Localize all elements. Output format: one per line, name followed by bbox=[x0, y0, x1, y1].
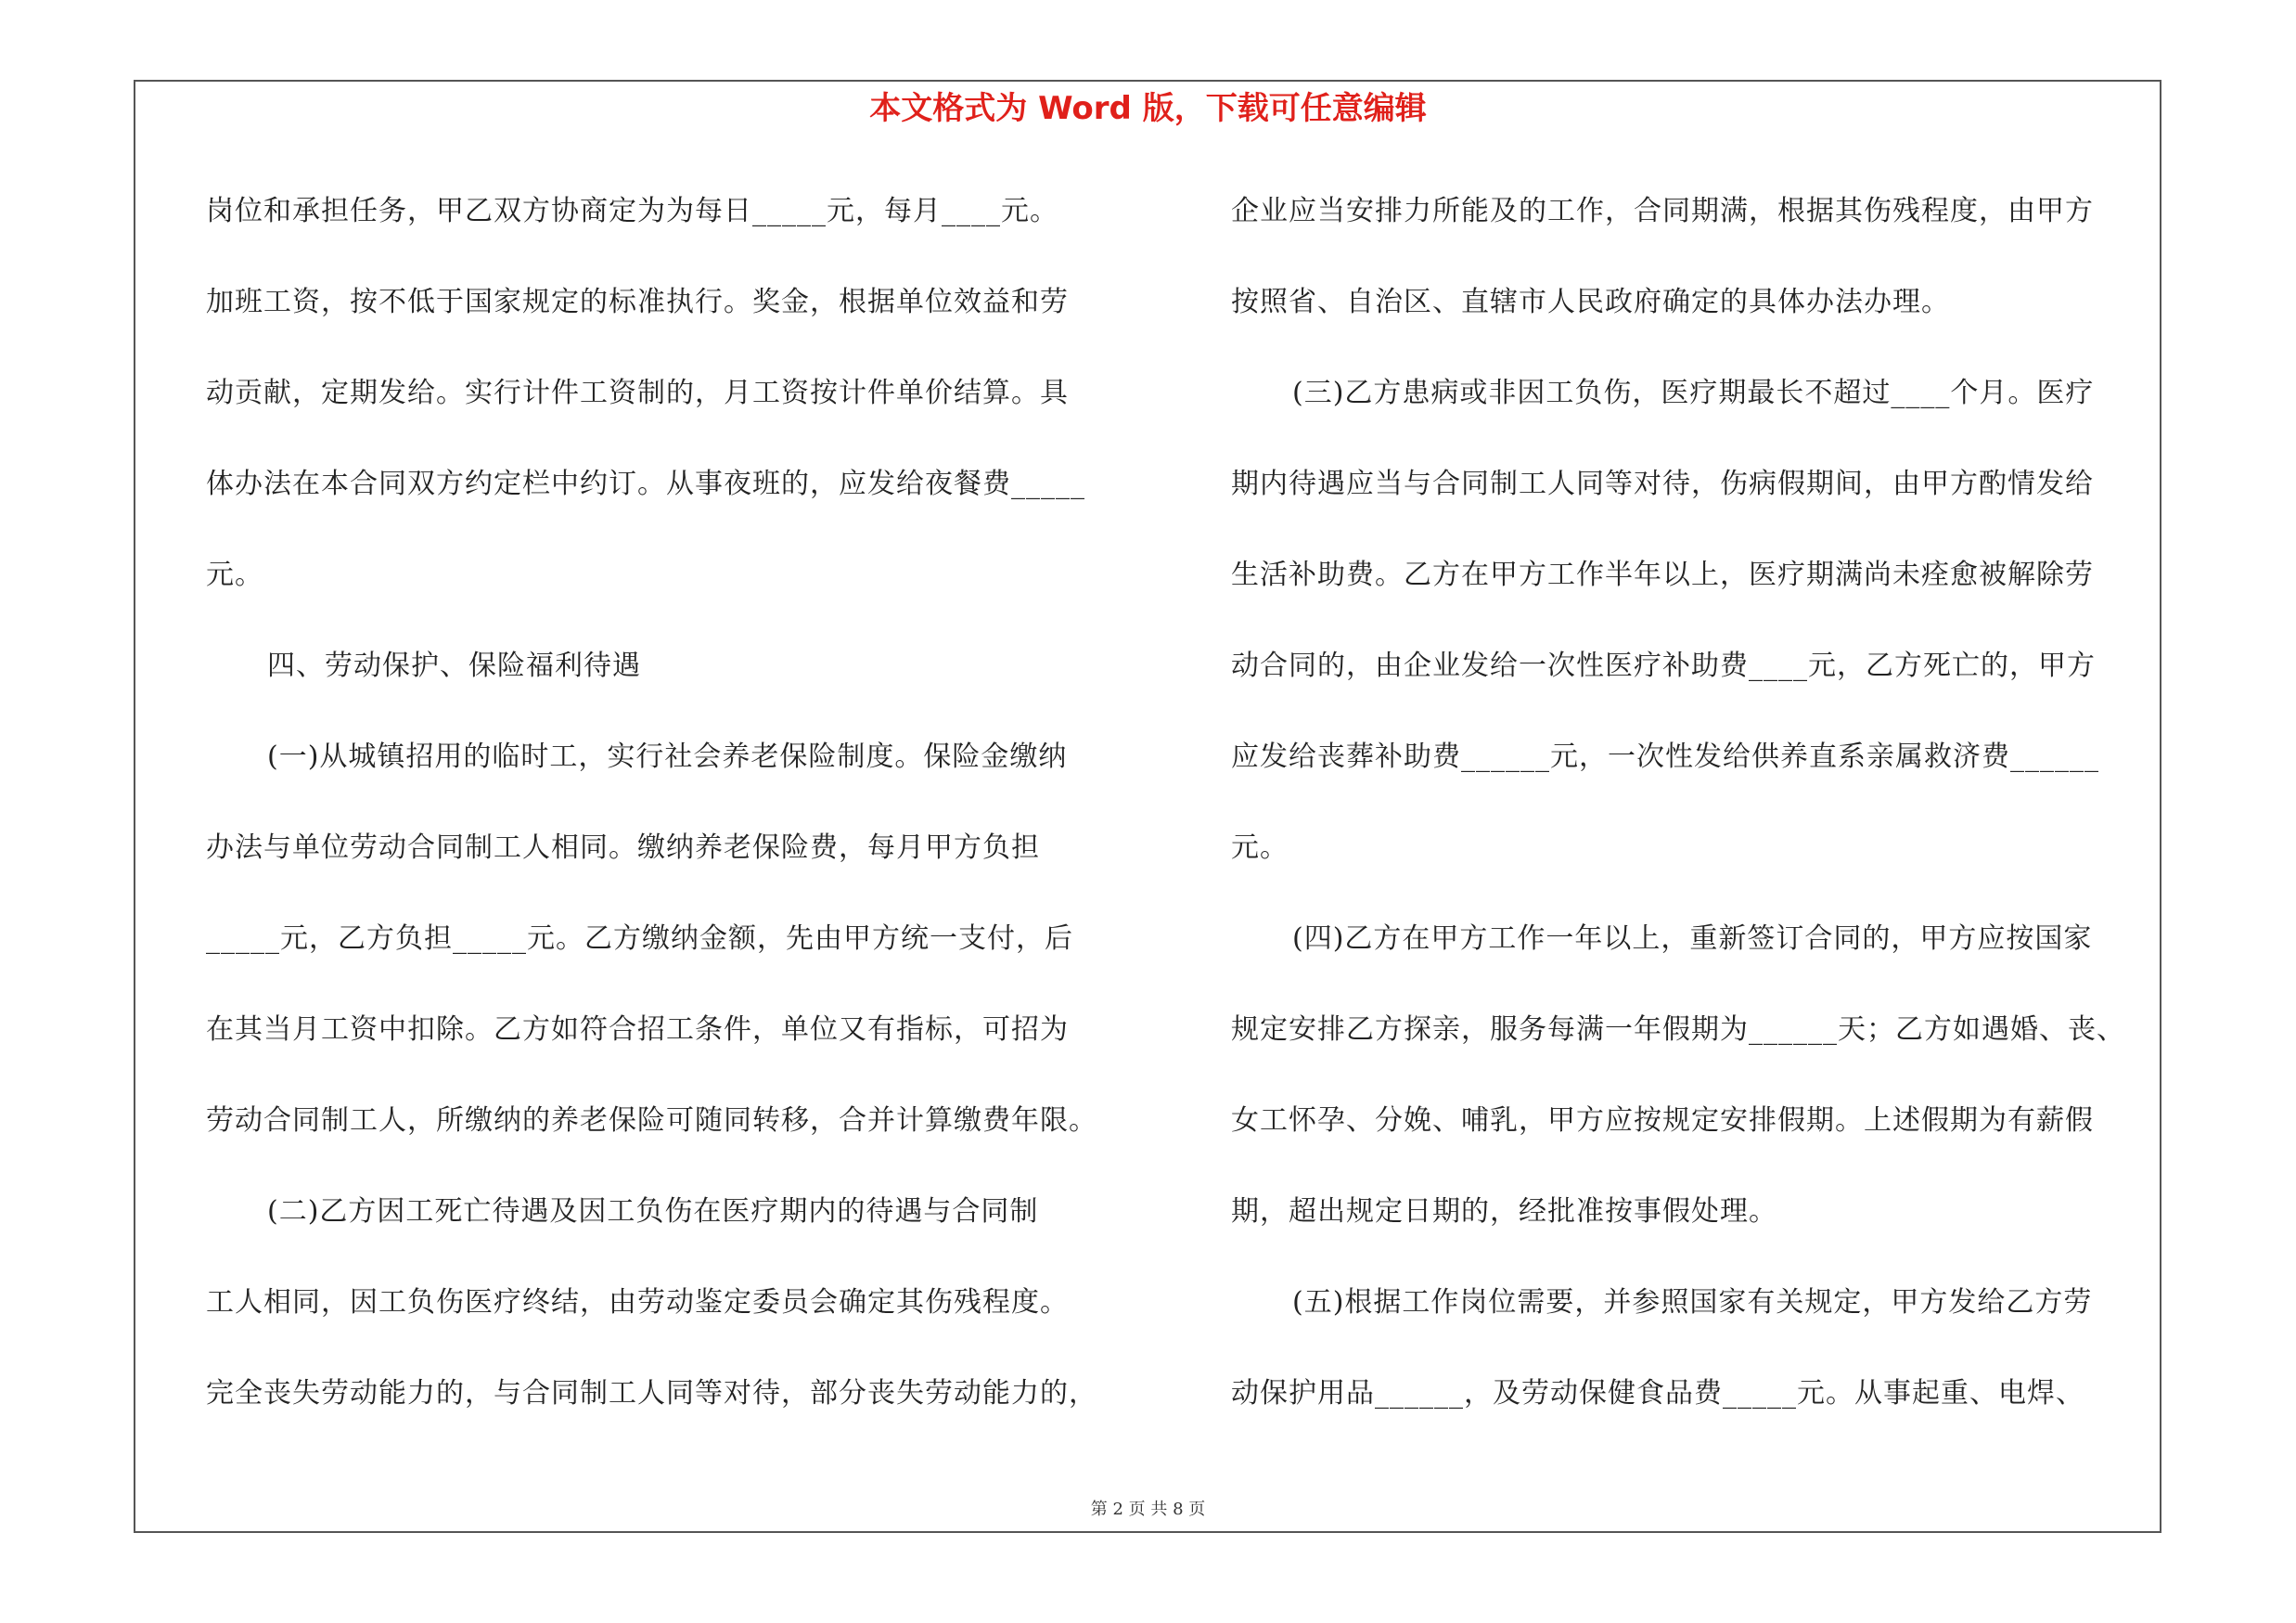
paragraph-line: 办法与单位劳动合同制工人相同。缴纳养老保险费，每月甲方负担 bbox=[206, 831, 1040, 864]
paragraph-line: 期内待遇应当与合同制工人同等对待，伤病假期间，由甲方酌情发给 bbox=[1231, 468, 2094, 500]
paragraph-line: _____元，乙方负担_____元。乙方缴纳金额，先由甲方统一支付，后 bbox=[206, 922, 1073, 955]
paragraph-line: 女工怀孕、分娩、哺乳，甲方应按规定安排假期。上述假期为有薪假 bbox=[1231, 1104, 2094, 1137]
paragraph-line: 动保护用品______，及劳动保健食品费_____元。从事起重、电焊、 bbox=[1231, 1377, 2084, 1410]
paragraph-line: 期，超出规定日期的，经批准按事假处理。 bbox=[1231, 1195, 1777, 1228]
paragraph-line: 体办法在本合同双方约定栏中约订。从事夜班的，应发给夜餐费_____ bbox=[206, 468, 1085, 500]
paragraph-line: 在其当月工资中扣除。乙方如符合招工条件，单位又有指标，可招为 bbox=[206, 1013, 1069, 1046]
paragraph-line: 动合同的，由企业发给一次性医疗补助费____元，乙方死亡的，甲方 bbox=[1231, 650, 2096, 682]
right-text-column bbox=[1231, 182, 2168, 1455]
paragraph-line: 动贡献，定期发给。实行计件工资制的，月工资按计件单价结算。具 bbox=[206, 377, 1069, 409]
paragraph-line: 工人相同，因工负伤医疗终结，由劳动鉴定委员会确定其伤残程度。 bbox=[206, 1286, 1069, 1319]
paragraph-line: (五)根据工作岗位需要，并参照国家有关规定，甲方发给乙方劳 bbox=[1292, 1286, 2093, 1319]
section-heading: 四、劳动保护、保险福利待遇 bbox=[267, 650, 641, 682]
left-text-column bbox=[206, 182, 1134, 1455]
paragraph-line: 元。 bbox=[206, 559, 263, 591]
paragraph-line: (三)乙方患病或非因工负伤，医疗期最长不超过____个月。医疗 bbox=[1292, 377, 2095, 409]
word-format-banner: 本文格式为 Word 版，下载可任意编辑 bbox=[869, 90, 1427, 127]
paragraph-line: 完全丧失劳动能力的，与合同制工人同等对待，部分丧失劳动能力的， bbox=[206, 1377, 1097, 1410]
paragraph-line: 劳动合同制工人，所缴纳的养老保险可随同转移，合并计算缴费年限。 bbox=[206, 1104, 1097, 1137]
page-number: 第 2 页 共 8 页 bbox=[1090, 1500, 1206, 1519]
paragraph-line: 应发给丧葬补助费______元，一次性发给供养直系亲属救济费______ bbox=[1231, 741, 2099, 773]
paragraph-line: (四)乙方在甲方工作一年以上，重新签订合同的，甲方应按国家 bbox=[1292, 922, 2093, 955]
paragraph-line: 岗位和承担任务，甲乙双方协商定为为每日_____元，每月____元。 bbox=[206, 195, 1058, 227]
paragraph-line: 生活补助费。乙方在甲方工作半年以上，医疗期满尚未痊愈被解除劳 bbox=[1231, 559, 2094, 591]
paragraph-line: (一)从城镇招用的临时工，实行社会养老保险制度。保险金缴纳 bbox=[267, 741, 1068, 773]
paragraph-line: 企业应当安排力所能及的工作，合同期满，根据其伤残程度，由甲方 bbox=[1231, 195, 2094, 227]
paragraph-line: (二)乙方因工死亡待遇及因工负伤在医疗期内的待遇与合同制 bbox=[267, 1195, 1039, 1228]
paragraph-line: 加班工资，按不低于国家规定的标准执行。奖金，根据单位效益和劳 bbox=[206, 286, 1069, 318]
paragraph-line: 按照省、自治区、直辖市人民政府确定的具体办法办理。 bbox=[1231, 286, 1950, 318]
paragraph-line: 元。 bbox=[1231, 831, 1289, 864]
paragraph-line: 规定安排乙方探亲，服务每满一年假期为______天；乙方如遇婚、丧、 bbox=[1231, 1013, 2125, 1046]
